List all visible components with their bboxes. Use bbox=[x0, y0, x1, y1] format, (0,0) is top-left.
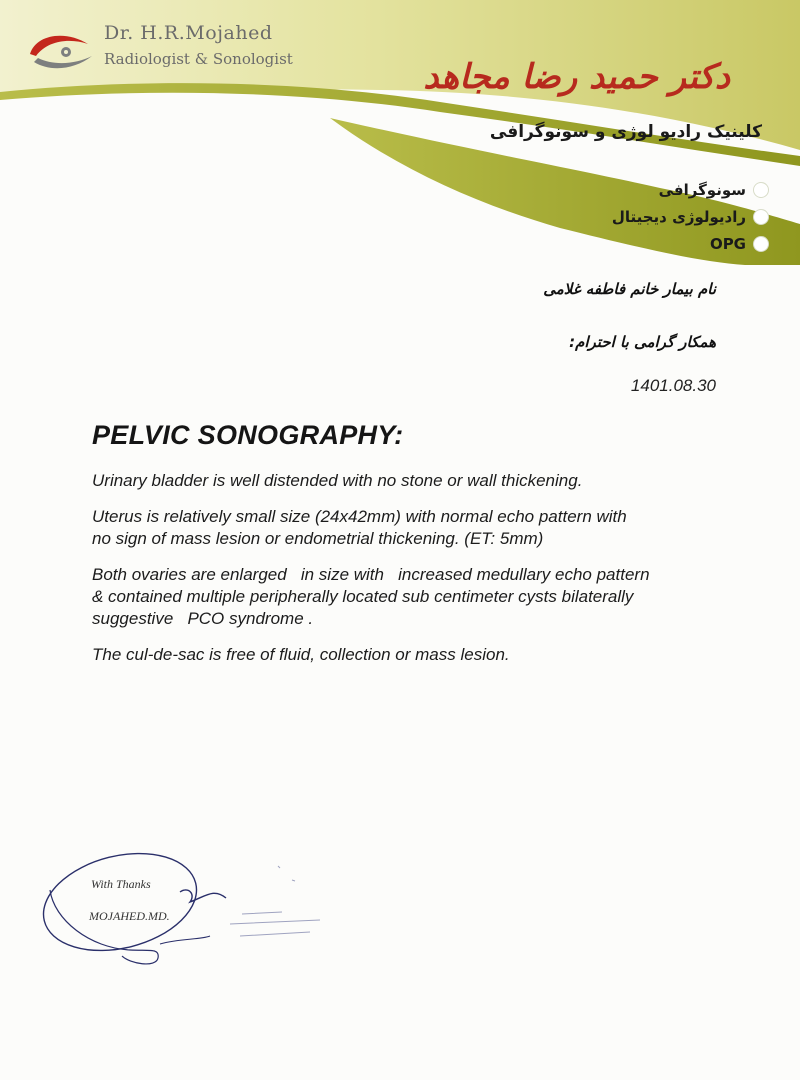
service-item bbox=[612, 230, 768, 257]
finding-paragraph: Uterus is relatively small size (24x42mm) with normal echo pattern with no sign of mass lesion or endometrial thickening. (ET: 5mm) bbox=[92, 507, 627, 548]
report-date: 1401.08.30 bbox=[630, 376, 716, 395]
doctor-persian-name: دکتر حمید رضا مجاهد bbox=[423, 57, 730, 97]
patient-name: نام بیمار خانم فاطفه غلامی bbox=[543, 280, 716, 298]
finding-paragraph: Both ovaries are enlarged in size with increased medullary echo pattern & contained multiple peripherally located sub centimeter cysts bilaterally suggestive PCO syndrome . bbox=[92, 565, 650, 628]
service-item bbox=[612, 203, 768, 230]
signature-name: MOJAHED.MD. bbox=[89, 909, 170, 923]
bullet-icon bbox=[754, 183, 768, 197]
service-label: OPG bbox=[709, 234, 746, 253]
clinic-persian-name: کلینیک رادیو لوژی و سونوگرافی bbox=[489, 122, 762, 142]
signature-thanks: With Thanks bbox=[91, 877, 151, 891]
doctor-latin-title: Radiologist & Sonologist bbox=[104, 50, 293, 68]
report-title: PELVIC SONOGRAPHY: bbox=[92, 420, 404, 450]
clinic-logo-icon bbox=[26, 28, 96, 72]
greeting-line: همکار گرامی با احترام: bbox=[569, 333, 716, 351]
services-list bbox=[612, 176, 768, 257]
doctor-latin-name: Dr. H.R.Mojahed bbox=[104, 22, 273, 44]
finding-paragraph: Urinary bladder is well distended with no stone or wall thickening. bbox=[92, 471, 583, 490]
finding-paragraph: The cul-de-sac is free of fluid, collection or mass lesion. bbox=[92, 645, 510, 664]
bullet-icon bbox=[754, 237, 768, 251]
bullet-icon bbox=[754, 210, 768, 224]
service-label: سونوگرافی bbox=[658, 180, 746, 199]
signature-stamp-graphic bbox=[30, 840, 350, 980]
findings-section bbox=[92, 470, 732, 680]
service-item bbox=[612, 176, 768, 203]
service-label: رادیولوژی دیجیتال bbox=[611, 207, 746, 226]
